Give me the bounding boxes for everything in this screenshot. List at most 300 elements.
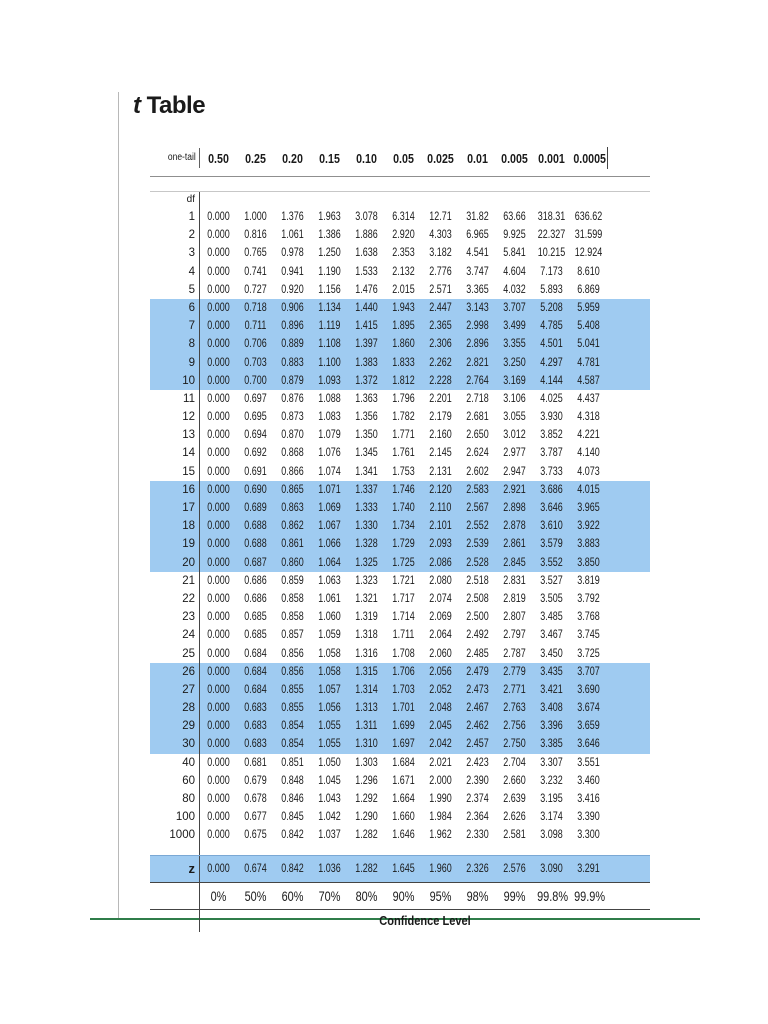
table-cell: 3.819 <box>577 574 600 587</box>
table-cell: 4.025 <box>540 392 563 405</box>
table-cell: 0.679 <box>244 774 267 787</box>
table-cell: 1.350 <box>355 429 378 442</box>
table-cell: 2.069 <box>429 611 452 624</box>
table-cell: 3.499 <box>503 320 526 333</box>
table-cell: 0.857 <box>281 629 304 642</box>
table-cell: 0.692 <box>244 447 267 460</box>
table-cell: 2.110 <box>429 502 452 514</box>
table-cell: 3.733 <box>540 465 563 478</box>
table-row <box>150 826 650 844</box>
table-cell: 2.756 <box>503 720 526 733</box>
table-cell: 0.879 <box>281 374 304 387</box>
table-cell: 1.310 <box>355 738 378 751</box>
table-cell: 63.66 <box>503 211 526 223</box>
table-cell: 0.694 <box>244 429 267 442</box>
table-row <box>150 481 650 499</box>
title-rest: Table <box>140 92 206 119</box>
table-cell: 1.372 <box>355 374 378 387</box>
table-cell: 3.467 <box>540 629 563 642</box>
table-cell: 3.012 <box>503 429 526 442</box>
one-tail-value: 0.005 <box>501 150 528 166</box>
table-cell: 1.706 <box>392 665 415 678</box>
df-value: 4 <box>150 263 200 281</box>
table-cell: 0.868 <box>281 447 304 460</box>
table-cell: 1.292 <box>355 793 378 805</box>
table-cell: 2.045 <box>429 720 452 733</box>
table-cell: 2.508 <box>466 592 489 605</box>
confidence-cell: 99.8% <box>537 887 569 904</box>
table-cell: 1.886 <box>355 229 378 242</box>
df-value: 13 <box>150 426 200 444</box>
table-cell: 0.854 <box>281 738 304 751</box>
table-cell: 0.727 <box>244 283 267 296</box>
table-cell: 1.313 <box>355 702 378 715</box>
table-cell: 2.920 <box>392 229 415 242</box>
table-cell: 3.307 <box>540 756 563 769</box>
table-cell: 0.870 <box>281 429 304 442</box>
table-cell: 0.687 <box>244 556 267 569</box>
table-cell: 2.750 <box>503 738 526 751</box>
table-row <box>150 590 650 608</box>
table-cell: 0.000 <box>207 211 230 223</box>
table-cell: 1.943 <box>392 301 415 314</box>
table-cell: 2.779 <box>503 665 526 678</box>
z-cell: 1.282 <box>355 862 378 875</box>
z-row-label: z <box>150 856 200 882</box>
table-cell: 12.71 <box>429 211 452 223</box>
table-cell: 3.965 <box>577 502 600 514</box>
table-cell: 2.060 <box>429 647 452 660</box>
table-cell: 1.386 <box>318 229 341 242</box>
z-row <box>150 855 650 883</box>
table-row <box>150 626 650 644</box>
confidence-caption-row <box>150 910 650 932</box>
table-cell: 1.058 <box>318 647 341 660</box>
table-cell: 0.941 <box>281 265 304 278</box>
df-value: 25 <box>150 645 200 663</box>
table-cell: 2.528 <box>466 556 489 569</box>
caption-row-label-spacer <box>150 910 200 932</box>
df-value: 1 <box>150 208 200 226</box>
df-value: 3 <box>150 244 200 262</box>
table-cell: 5.041 <box>577 338 600 351</box>
table-cell: 2.921 <box>503 483 526 496</box>
table-cell: 0.848 <box>281 774 304 787</box>
table-cell: 0.000 <box>207 811 230 824</box>
table-cell: 1.058 <box>318 665 341 678</box>
table-cell: 1.055 <box>318 720 341 733</box>
confidence-cell: 95% <box>429 887 452 904</box>
table-cell: 1.321 <box>355 592 378 605</box>
table-cell: 1.363 <box>355 392 378 405</box>
table-cell: 0.675 <box>244 829 267 842</box>
table-cell: 12.924 <box>574 247 603 260</box>
table-cell: 1.063 <box>318 574 341 587</box>
table-cell: 1.356 <box>355 411 378 424</box>
table-cell: 1.761 <box>392 447 415 460</box>
table-cell: 5.408 <box>577 320 600 333</box>
table-cell: 0.896 <box>281 320 304 333</box>
table-cell: 3.725 <box>577 647 600 660</box>
table-cell: 2.660 <box>503 774 526 787</box>
table-cell: 2.080 <box>429 574 452 587</box>
table-cell: 4.785 <box>540 320 563 333</box>
z-cell: 1.036 <box>318 862 341 875</box>
table-cell: 4.015 <box>577 483 600 496</box>
df-value: 18 <box>150 517 200 535</box>
df-value: 30 <box>150 735 200 753</box>
table-cell: 1.717 <box>392 592 415 605</box>
table-cell: 3.850 <box>577 556 600 569</box>
table-cell: 1.314 <box>355 683 378 696</box>
table-cell: 4.587 <box>577 374 600 387</box>
table-cell: 2.518 <box>466 574 489 587</box>
table-cell: 0.920 <box>281 283 304 296</box>
table-cell: 0.681 <box>244 756 267 769</box>
table-cell: 0.697 <box>244 392 267 405</box>
table-cell: 4.604 <box>503 265 526 278</box>
z-cell: 0.842 <box>281 862 304 875</box>
table-cell: 318.31 <box>537 211 566 223</box>
table-cell: 1.684 <box>392 756 415 769</box>
table-row <box>150 408 650 426</box>
table-cell: 0.860 <box>281 556 304 569</box>
z-cell: 0.674 <box>244 862 267 875</box>
table-cell: 3.485 <box>540 611 563 624</box>
table-cell: 4.297 <box>540 356 563 369</box>
table-cell: 0.866 <box>281 465 304 478</box>
table-cell: 1.043 <box>318 793 341 805</box>
table-cell: 1.100 <box>318 356 341 369</box>
table-cell: 1.646 <box>392 829 415 842</box>
table-cell: 2.898 <box>503 502 526 514</box>
table-cell: 1.962 <box>429 829 452 842</box>
table-cell: 1.753 <box>392 465 415 478</box>
table-cell: 0.685 <box>244 611 267 624</box>
table-cell: 0.000 <box>207 629 230 642</box>
table-cell: 3.883 <box>577 538 600 551</box>
df-value: 15 <box>150 463 200 481</box>
table-cell: 0.978 <box>281 247 304 260</box>
row-label-spacer <box>150 845 200 855</box>
z-cell: 2.576 <box>503 862 526 875</box>
table-cell: 1.000 <box>244 211 267 223</box>
table-row <box>150 354 650 372</box>
table-cell: 0.859 <box>281 574 304 587</box>
table-cell: 1.311 <box>355 720 378 733</box>
table-cell: 0.000 <box>207 793 230 805</box>
table-cell: 1.042 <box>318 811 341 824</box>
table-cell: 2.467 <box>466 702 489 715</box>
table-row <box>150 681 650 699</box>
table-cell: 4.541 <box>466 247 489 260</box>
table-row <box>150 463 650 481</box>
table-cell: 2.571 <box>429 283 452 296</box>
df-value: 1000 <box>150 826 200 844</box>
table-cell: 9.925 <box>503 229 526 242</box>
table-row <box>150 226 650 244</box>
table-cell: 2.330 <box>466 829 489 842</box>
table-cell: 1.290 <box>355 811 378 824</box>
df-value: 22 <box>150 590 200 608</box>
table-cell: 2.845 <box>503 556 526 569</box>
table-cell: 3.552 <box>540 556 563 569</box>
table-cell: 1.895 <box>392 320 415 333</box>
table-cell: 2.160 <box>429 429 452 442</box>
table-cell: 3.460 <box>577 774 600 787</box>
table-row <box>150 535 650 553</box>
table-cell: 1.067 <box>318 520 341 533</box>
table-cell: 2.998 <box>466 320 489 333</box>
table-cell: 0.000 <box>207 265 230 278</box>
table-cell: 0.000 <box>207 574 230 587</box>
df-header-row <box>150 192 650 208</box>
df-value: 6 <box>150 299 200 317</box>
table-cell: 0.685 <box>244 629 267 642</box>
table-cell: 1.079 <box>318 429 341 442</box>
table-cell: 3.505 <box>540 592 563 605</box>
table-cell: 3.169 <box>503 374 526 387</box>
table-cell: 0.876 <box>281 392 304 405</box>
table-row <box>150 645 650 663</box>
table-cell: 0.695 <box>244 411 267 424</box>
df-value: 80 <box>150 790 200 808</box>
table-cell: 4.221 <box>577 429 600 442</box>
z-row-values <box>200 856 607 882</box>
table-cell: 2.074 <box>429 592 452 605</box>
table-cell: 0.718 <box>244 301 267 314</box>
table-cell: 2.763 <box>503 702 526 715</box>
table-cell: 3.300 <box>577 829 600 842</box>
table-cell: 2.306 <box>429 338 452 351</box>
table-cell: 0.000 <box>207 720 230 733</box>
table-cell: 1.476 <box>355 283 378 296</box>
table-cell: 1.050 <box>318 756 341 769</box>
table-cell: 0.741 <box>244 265 267 278</box>
table-cell: 0.000 <box>207 611 230 624</box>
table-cell: 2.681 <box>466 411 489 424</box>
table-cell: 3.579 <box>540 538 563 551</box>
table-cell: 4.303 <box>429 229 452 242</box>
table-cell: 0.000 <box>207 520 230 533</box>
table-cell: 0.000 <box>207 356 230 369</box>
table-cell: 31.599 <box>574 229 603 242</box>
table-cell: 1.066 <box>318 538 341 551</box>
table-cell: 2.583 <box>466 483 489 496</box>
table-cell: 2.473 <box>466 683 489 696</box>
table-cell: 2.787 <box>503 647 526 660</box>
df-value: 12 <box>150 408 200 426</box>
table-cell: 2.718 <box>466 392 489 405</box>
table-cell: 2.042 <box>429 738 452 751</box>
table-row <box>150 517 650 535</box>
df-value: 16 <box>150 481 200 499</box>
table-cell: 3.250 <box>503 356 526 369</box>
table-cell: 0.000 <box>207 338 230 351</box>
table-cell: 2.821 <box>466 356 489 369</box>
table-cell: 0.688 <box>244 520 267 533</box>
table-cell: 1.076 <box>318 447 341 460</box>
title-italic-t: t <box>133 92 141 119</box>
one-tail-value: 0.025 <box>427 150 454 166</box>
table-cell: 3.747 <box>466 265 489 278</box>
table-cell: 2.479 <box>466 665 489 678</box>
table-cell: 0.863 <box>281 502 304 514</box>
one-tail-header-row <box>150 140 650 177</box>
table-cell: 3.674 <box>577 702 600 715</box>
table-cell: 6.314 <box>392 211 415 223</box>
df-value: 60 <box>150 772 200 790</box>
one-tail-value: 0.10 <box>356 150 377 166</box>
table-cell: 7.173 <box>540 265 563 278</box>
z-cell: 3.291 <box>577 862 600 875</box>
table-cell: 1.740 <box>392 502 415 514</box>
one-tail-value: 0.01 <box>467 150 488 166</box>
table-cell: 2.086 <box>429 556 452 569</box>
table-row <box>150 608 650 626</box>
df-value: 26 <box>150 663 200 681</box>
table-cell: 1.415 <box>355 320 378 333</box>
table-cell: 0.000 <box>207 665 230 678</box>
df-label: df <box>150 192 200 208</box>
table-cell: 1.729 <box>392 538 415 551</box>
table-cell: 10.215 <box>537 247 566 260</box>
table-cell: 2.807 <box>503 611 526 624</box>
table-cell: 0.686 <box>244 592 267 605</box>
table-cell: 0.684 <box>244 647 267 660</box>
df-value: 9 <box>150 354 200 372</box>
table-cell: 2.639 <box>503 793 526 805</box>
t-table <box>150 140 650 932</box>
table-cell: 3.232 <box>540 774 563 787</box>
table-cell: 1.074 <box>318 465 341 478</box>
table-cell: 1.323 <box>355 574 378 587</box>
table-cell: 5.893 <box>540 283 563 296</box>
table-cell: 1.057 <box>318 683 341 696</box>
table-cell: 2.552 <box>466 520 489 533</box>
table-cell: 3.930 <box>540 411 563 424</box>
z-cell: 2.326 <box>466 862 489 875</box>
table-cell: 1.697 <box>392 738 415 751</box>
table-cell: 0.842 <box>281 829 304 842</box>
table-row <box>150 554 650 572</box>
table-cell: 0.000 <box>207 483 230 496</box>
table-cell: 2.704 <box>503 756 526 769</box>
table-cell: 0.000 <box>207 702 230 715</box>
table-cell: 0.700 <box>244 374 267 387</box>
table-cell: 2.132 <box>392 265 415 278</box>
table-cell: 2.624 <box>466 447 489 460</box>
table-cell: 1.333 <box>355 502 378 514</box>
table-row <box>150 790 650 808</box>
table-cell: 1.064 <box>318 556 341 569</box>
table-cell: 3.659 <box>577 720 600 733</box>
one-tail-value: 0.15 <box>319 150 340 166</box>
table-cell: 0.855 <box>281 702 304 715</box>
table-cell: 3.646 <box>540 502 563 514</box>
table-cell: 2.131 <box>429 465 452 478</box>
confidence-cell: 90% <box>392 887 415 904</box>
table-cell: 0.703 <box>244 356 267 369</box>
table-cell: 1.325 <box>355 556 378 569</box>
table-row <box>150 499 650 517</box>
table-cell: 0.845 <box>281 811 304 824</box>
df-value: 20 <box>150 554 200 572</box>
table-cell: 2.015 <box>392 283 415 296</box>
table-row <box>150 317 650 335</box>
table-cell: 3.686 <box>540 483 563 496</box>
table-cell: 0.000 <box>207 411 230 424</box>
table-cell: 2.052 <box>429 683 452 696</box>
table-cell: 1.330 <box>355 520 378 533</box>
table-row <box>150 735 650 753</box>
table-cell: 0.854 <box>281 720 304 733</box>
table-row <box>150 208 650 226</box>
table-row <box>150 390 650 408</box>
df-value: 40 <box>150 754 200 772</box>
table-row <box>150 717 650 735</box>
table-row <box>150 281 650 299</box>
table-cell: 1.315 <box>355 665 378 678</box>
table-cell: 1.319 <box>355 611 378 624</box>
table-cell: 3.527 <box>540 574 563 587</box>
table-cell: 4.501 <box>540 338 563 351</box>
table-cell: 0.858 <box>281 592 304 605</box>
df-value: 2 <box>150 226 200 244</box>
table-cell: 0.000 <box>207 374 230 387</box>
confidence-caption: Confidence Level <box>379 912 471 928</box>
table-cell: 1.990 <box>429 793 452 805</box>
table-cell: 2.374 <box>466 793 489 805</box>
table-cell: 22.327 <box>537 229 566 242</box>
table-cell: 2.048 <box>429 702 452 715</box>
table-cell: 1.796 <box>392 392 415 405</box>
table-cell: 1.093 <box>318 374 341 387</box>
table-row <box>150 335 650 353</box>
table-cell: 0.861 <box>281 538 304 551</box>
one-tail-end-rule <box>607 147 608 169</box>
table-cell: 0.000 <box>207 429 230 442</box>
table-cell: 0.000 <box>207 392 230 405</box>
table-cell: 2.797 <box>503 629 526 642</box>
one-tail-value: 0.25 <box>245 150 266 166</box>
df-value: 23 <box>150 608 200 626</box>
table-cell: 3.365 <box>466 283 489 296</box>
table-cell: 1.037 <box>318 829 341 842</box>
table-cell: 2.179 <box>429 411 452 424</box>
table-cell: 5.841 <box>503 247 526 260</box>
table-cell: 3.143 <box>466 301 489 314</box>
table-cell: 3.435 <box>540 665 563 678</box>
df-value: 5 <box>150 281 200 299</box>
table-cell: 6.869 <box>577 283 600 296</box>
table-cell: 1.055 <box>318 738 341 751</box>
table-cell: 0.000 <box>207 320 230 333</box>
table-cell: 2.947 <box>503 465 526 478</box>
table-cell: 1.282 <box>355 829 378 842</box>
table-cell: 0.000 <box>207 229 230 242</box>
table-cell: 2.390 <box>466 774 489 787</box>
table-cell: 2.492 <box>466 629 489 642</box>
table-cell: 0.000 <box>207 283 230 296</box>
table-cell: 1.963 <box>318 211 341 223</box>
table-cell: 0.683 <box>244 720 267 733</box>
table-cell: 0.000 <box>207 447 230 460</box>
table-cell: 1.746 <box>392 483 415 496</box>
confidence-cell: 99.9% <box>574 887 606 904</box>
table-cell: 3.922 <box>577 520 600 533</box>
df-value: 24 <box>150 626 200 644</box>
